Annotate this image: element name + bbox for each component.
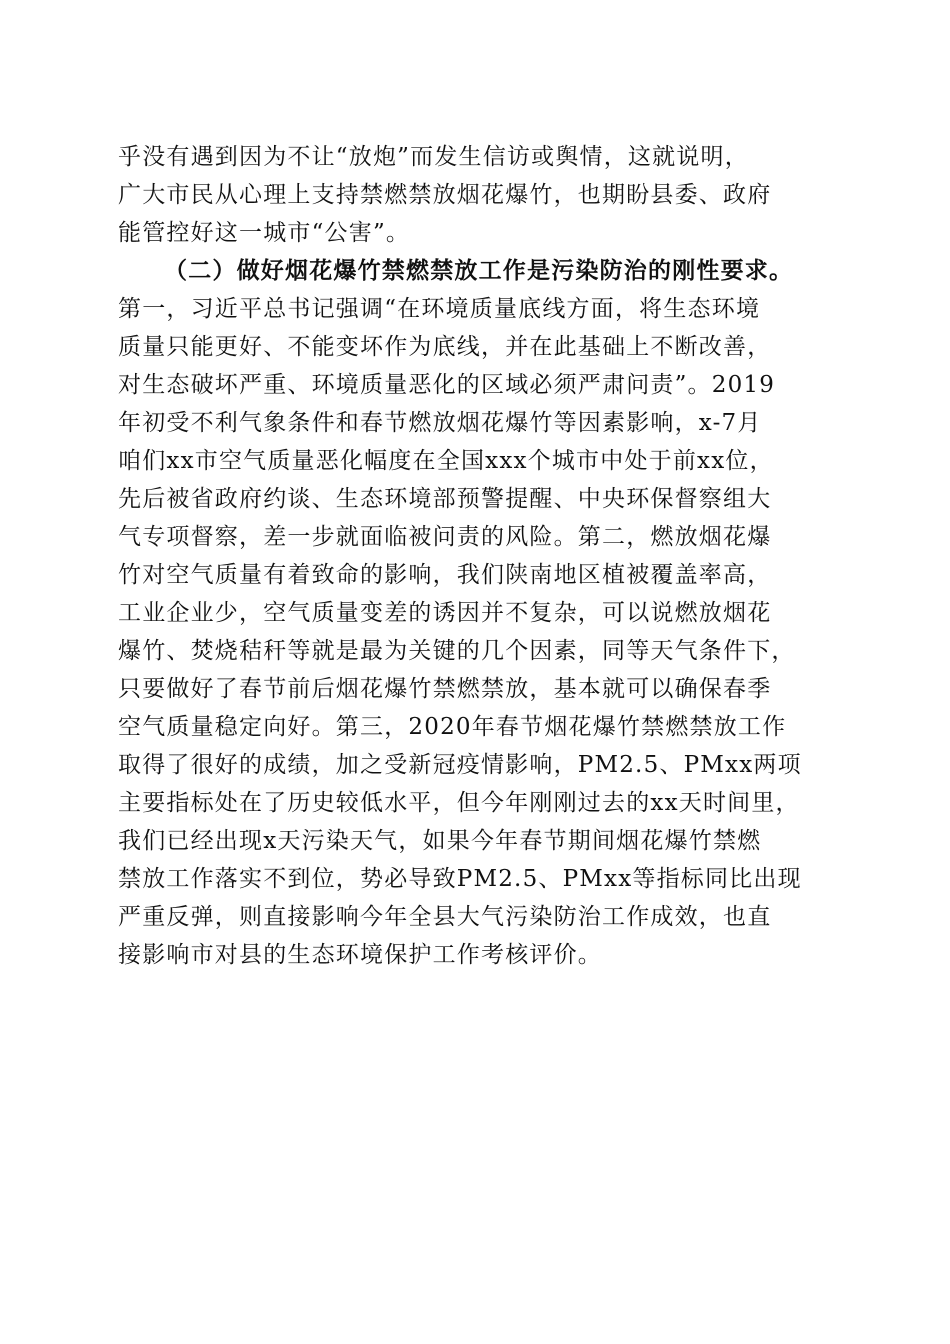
paragraph-line: 空气质量稳定向好。第三，2020年春节烟花爆竹禁燃禁放工作 [118,714,787,740]
paragraph-line: 质量只能更好、不能变坏作为底线，并在此基础上不断改善， [118,334,772,360]
paragraph-line: 工业企业少，空气质量变差的诱因并不复杂，可以说燃放烟花 [118,600,772,626]
paragraph-line: 接影响市对县的生态环境保护工作考核评价。 [118,942,602,968]
paragraph-line: 我们已经出现x天污染天气，如果今年春节期间烟花爆竹禁燃 [118,828,762,854]
document-body [118,138,838,974]
paragraph-line: 广大市民从心理上支持禁燃禁放烟花爆竹，也期盼县委、政府 [118,182,772,208]
paragraph-line: 禁放工作落实不到位，势必导致PM2.5、PMxx等指标同比出现 [118,866,802,892]
paragraph-line: 严重反弹，则直接影响今年全县大气污染防治工作成效，也直 [118,904,772,930]
paragraph-line: 竹对空气质量有着致命的影响，我们陕南地区植被覆盖率高， [118,562,772,588]
paragraph-line: 咱们xx市空气质量恶化幅度在全国xxx个城市中处于前xx位， [118,448,774,474]
paragraph-line: 取得了很好的成绩，加之受新冠疫情影响，PM2.5、PMxx两项 [118,752,802,778]
section-heading: （二）做好烟花爆竹禁燃禁放工作是污染防治的刚性要求。 [164,257,794,284]
paragraph-line: 年初受不利气象条件和春节燃放烟花爆竹等因素影响，x-7月 [118,410,762,436]
paragraph-line: 先后被省政府约谈、生态环境部预警提醒、中央环保督察组大 [118,486,772,512]
paragraph-line: 爆竹、焚烧秸秆等就是最为关键的几个因素，同等天气条件下， [118,638,796,664]
paragraph-line: 对生态破坏严重、环境质量恶化的区域必须严肃问责”。2019 [118,372,776,398]
paragraph-line: 只要做好了春节前后烟花爆竹禁燃禁放，基本就可以确保春季 [118,676,772,702]
paragraph-line: 能管控好这一城市“公害”。 [118,220,411,246]
paragraph-line: 气专项督察，差一步就面临被问责的风险。第二，燃放烟花爆 [118,524,772,550]
paragraph-line: 第一，习近平总书记强调“在环境质量底线方面，将生态环境 [118,296,761,322]
paragraph-line: 乎没有遇到因为不让“放炮”而发生信访或舆情，这就说明， [118,144,749,170]
paragraph-line: 主要指标处在了历史较低水平，但今年刚刚过去的xx天时间里， [118,790,800,816]
